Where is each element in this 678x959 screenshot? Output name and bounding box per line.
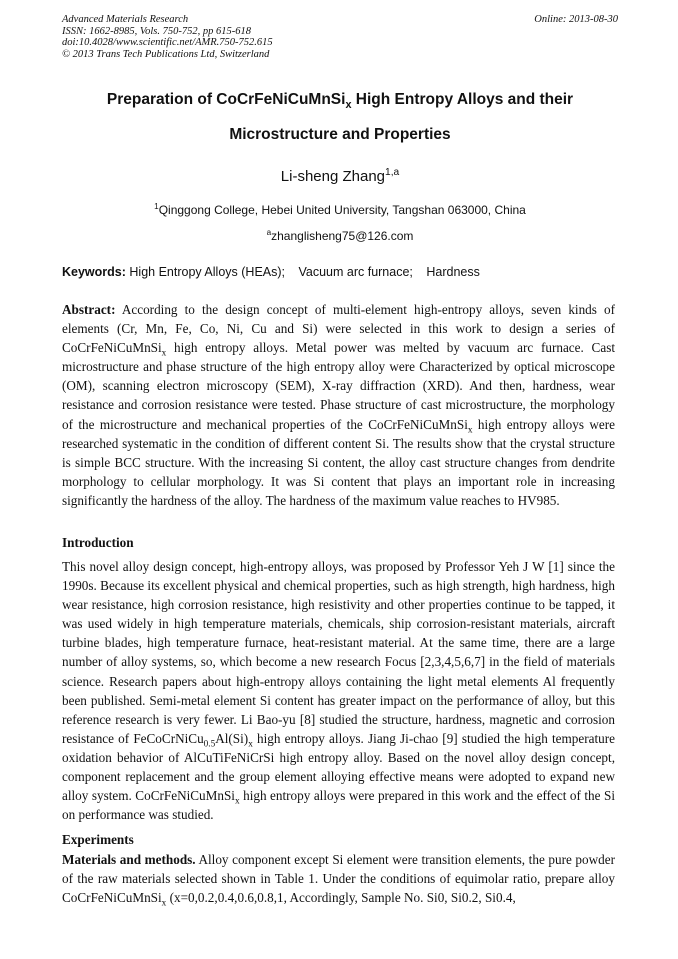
title-subscript: x bbox=[345, 99, 352, 112]
affiliation-text: Qinggong College, Hebei United University, Tangshan 063000, China bbox=[158, 203, 526, 217]
intro-text-4: high entropy alloys were prepared in this work and the effect of the Si on performance was studied. bbox=[62, 788, 615, 823]
exp-subscript-1: x bbox=[161, 897, 167, 908]
keywords bbox=[62, 265, 618, 279]
abstract-subscript-1: x bbox=[161, 347, 167, 358]
materials-methods-label: Materials and methods. bbox=[62, 852, 196, 867]
author-name: Li-sheng Zhang bbox=[280, 168, 386, 185]
author bbox=[62, 168, 618, 185]
abstract-text-2: high entropy alloys. Metal power was melted by vacuum arc furnace. Cast microstructure and phase structure of the high entropy alloy were Characterized by optical microscope (OM), scanning electron microscopy (SEM), X-ray diffraction (XRD). And then, hardness, wear resistance and corrosion resistance were tested. Phase structure of cast microstructure, the morphology of the microstructure and mechanical properties of the CoCrFeNiCuMnSi bbox=[62, 340, 615, 432]
email bbox=[62, 229, 618, 243]
keyword-3: Hardness bbox=[426, 265, 480, 279]
intro-subscript-3: x bbox=[234, 795, 240, 806]
exp-text-2: (x=0,0.2,0.4,0.6,0.8,1, Accordingly, Sample No. Si0, Si0.2, Si0.4, bbox=[166, 890, 516, 906]
title-text-a: Preparation of CoCrFeNiCuMnSi bbox=[106, 91, 346, 108]
paper-title-line-1 bbox=[62, 91, 618, 112]
abstract-text-3: high entropy alloys were researched systematic in the condition of different content Si. The results show that the crystal structure is simple BCC structure. With the increasing Si content, the alloy cast structure changes from dendrite morphology to cellular morphology. It was Si content that plays an important role in increasing significantly the hardness of the alloy. The hardness of the maximum value reaches to HV985. bbox=[62, 416, 616, 508]
intro-subscript-2: x bbox=[248, 738, 253, 749]
intro-subscript-1: 0.5 bbox=[203, 738, 216, 749]
experiments-heading: Experiments bbox=[62, 832, 134, 847]
abstract-subscript-2: x bbox=[467, 424, 473, 435]
email-superscript: a bbox=[266, 228, 272, 237]
title-text-b: High Entropy Alloys and their bbox=[351, 91, 574, 108]
abstract bbox=[62, 300, 615, 510]
introduction-heading: Introduction bbox=[62, 535, 134, 550]
journal-name: Advanced Materials Research bbox=[62, 14, 189, 25]
keyword-1: High Entropy Alloys (HEAs); bbox=[129, 265, 285, 279]
abstract-label: Abstract: bbox=[62, 302, 116, 317]
intro-text-1: This novel alloy design concept, high-entropy alloys, was proposed by Professor Yeh J W [1] since the 1990s. Because its excellent physical and chemical properties, such as high strength, high hardness, high wear resistance, high corrosion resistance, high resistivity and other properties continue to be tapped, it was used widely in high temperature materials, chemicals, ship corrosion-resistant materials, aircraft turbine blades, high temperature furnace, heat-resistant material. At the same time, there are a large number of alloy systems, so, which become a new research Focus [2,3,4,5,6,7] in the field of materials science. Research papers about high-entropy alloys containing the light metal elements Al frequently been published. Semi-metal element Si content has greater impact on the performance of alloy, but this reference research is very fewer. Li Bao-yu [8] studied the structure, hardness, magnetic and corrosion resistance of FeCoCrNiCu bbox=[62, 559, 615, 746]
doi-line: doi:10.4028/www.scientific.net/AMR.750-752.615 bbox=[62, 37, 273, 49]
online-date: Online: 2013-08-30 bbox=[534, 14, 618, 25]
journal-header bbox=[62, 14, 618, 60]
intro-text-3: high entropy alloys. Jiang Ji-chao [9] studied the high temperature oxidation behavior of AlCuTiFeNiCrSi high entropy alloy. Based on the novel alloy design concept, component replacement and the group element alloying effective means were adopted to expand new alloy system. CoCrFeNiCuMnSi bbox=[62, 730, 615, 804]
affiliation-superscript: 1 bbox=[154, 202, 159, 211]
paper-title-line-2: Microstructure and Properties bbox=[229, 126, 451, 143]
experiments-body bbox=[62, 850, 615, 907]
copyright-line: © 2013 Trans Tech Publications Ltd, Switzerland bbox=[62, 48, 270, 60]
author-superscript: 1,a bbox=[385, 167, 400, 178]
issn-line: ISSN: 1662-8985, Vols. 750-752, pp 615-618 bbox=[62, 25, 251, 37]
email-address: zhanglisheng75@126.com bbox=[271, 229, 414, 243]
introduction-body bbox=[62, 557, 615, 824]
keyword-2: Vacuum arc furnace; bbox=[298, 265, 413, 279]
exp-text-1: Alloy component except Si element were transition elements, the pure powder of the raw materials selected shown in Table 1. Under the conditions of equimolar ratio, prepare alloy CoCrFeNiCuMnSi bbox=[62, 852, 615, 906]
abstract-text-1: According to the design concept of multi-element high-entropy alloys, seven kinds of elements (Cr, Mn, Fe, Co, Ni, Cu and Si) were selected in this work to design a series of CoCrFeNiCuMnSi bbox=[62, 302, 615, 356]
keywords-label: Keywords: bbox=[62, 265, 126, 279]
intro-text-2: Al(Si) bbox=[215, 730, 249, 746]
affiliation bbox=[62, 203, 618, 217]
